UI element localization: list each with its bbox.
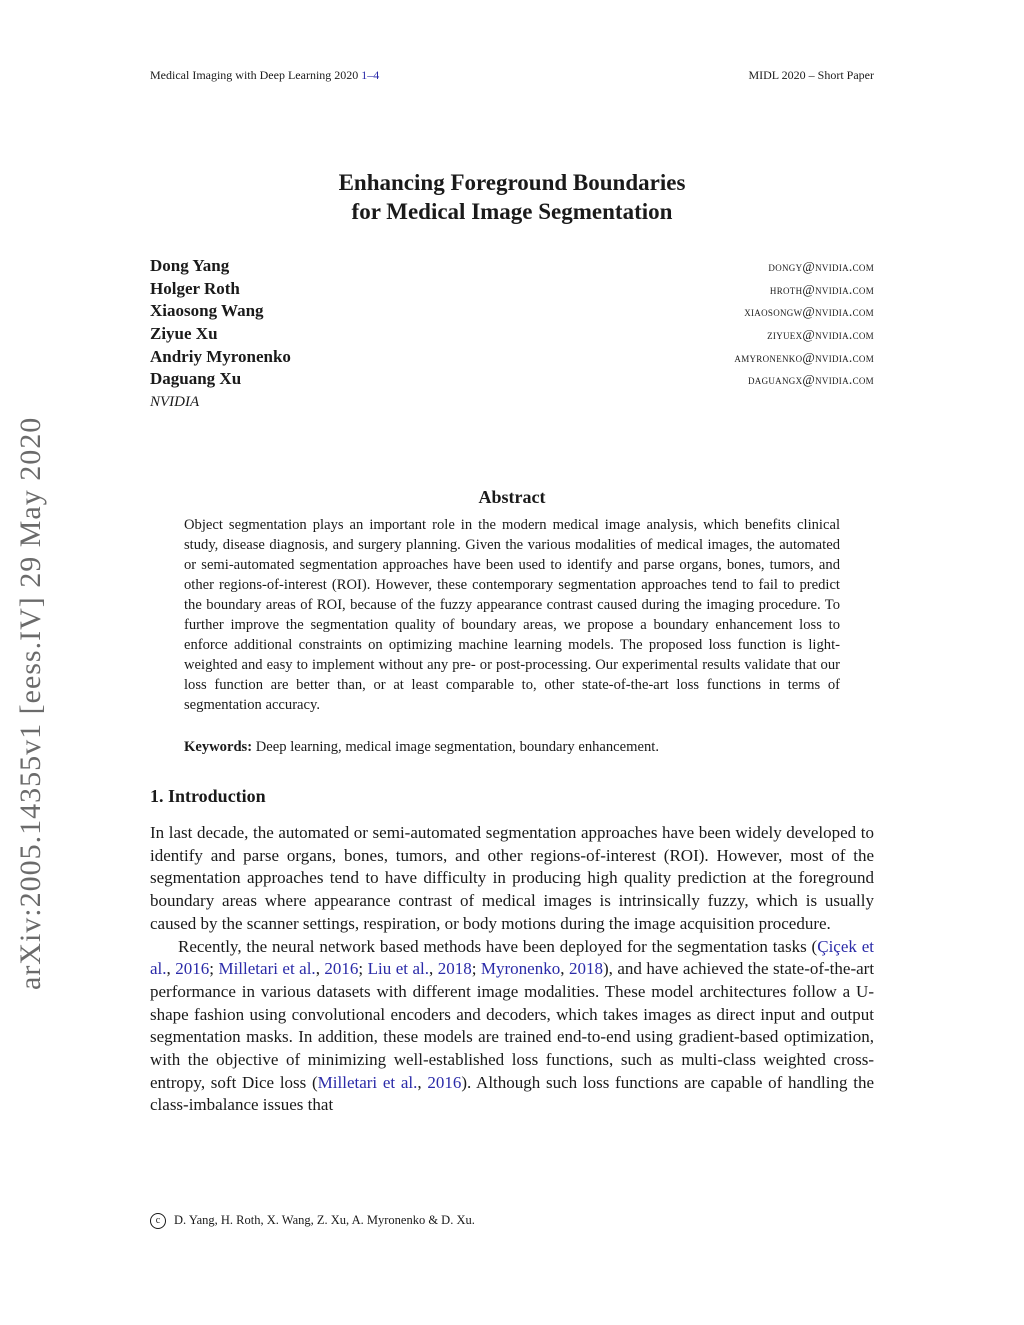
affiliation: NVIDIA: [150, 394, 200, 411]
keywords-text: Deep learning, medical image segmentation, boundary enhancement.: [255, 739, 659, 755]
copyright-icon: c: [150, 1213, 166, 1229]
citation-year-link[interactable]: 2016: [175, 959, 210, 979]
author-name: Xiaosong Wang: [150, 301, 264, 321]
abstract-text: Object segmentation plays an important role in the modern medical image analysis, which benefits clinical study, disease diagnosis, and surgery planning. Given the various modalities of medical images, the automated or semi-automated segmentation approaches have been used to identify and parse organs, bones, tumors, and other regions-of-interest (ROI). However, these contemporary segmentation approaches tend to fail to predict the boundary areas of ROI, because of the fuzzy appearance contrast caused during the imaging procedure. To further improve the segmentation quality of boundary areas, we propose a boundary enhancement loss to enforce additional constraints on optimizing machine learning models. The proposed loss function is light-weighted and easy to implement without any pre- or post-processing. Our experimental results validate that our loss function are better than, or at least comparable to, other state-of-the-art loss functions in terms of segmentation accuracy.: [184, 517, 840, 713]
author-row: [150, 347, 874, 370]
running-head: [150, 68, 874, 83]
author-row: [150, 324, 874, 347]
author-name: Andriy Myronenko: [150, 346, 291, 366]
running-head-right: MIDL 2020 – Short Paper: [748, 68, 874, 82]
citation-link[interactable]: Çiçek et al.: [150, 936, 875, 979]
author-email[interactable]: amyronenko@nvidia.com: [734, 349, 874, 365]
author-row: [150, 279, 874, 302]
author-email[interactable]: xiaosongw@nvidia.com: [744, 304, 874, 320]
author-email[interactable]: hroth@nvidia.com: [769, 281, 874, 297]
arxiv-identifier: arXiv:2005.14355v1 [eess.IV] 29 May 2020: [14, 416, 47, 990]
author-row: [150, 369, 874, 392]
section-body: [150, 822, 874, 1117]
author-block: [150, 256, 874, 411]
author-name: Daguang Xu: [150, 369, 242, 389]
section-heading: 1. Introduction: [150, 786, 266, 806]
author-email[interactable]: ziyuex@nvidia.com: [767, 327, 874, 343]
citation-link[interactable]: Myronenko: [480, 959, 561, 979]
abstract-heading: Abstract: [478, 487, 546, 507]
paragraph-1: In last decade, the automated or semi-automated segmentation approaches have been widely developed to identify and parse organs, bones, tumors, and other regions-of-interest (ROI). However, most of the segmentation approaches tend to have difficulty in producing high quality prediction at the foreground boundary areas where appearance contrast of medical images is intrinsically fuzzy, which is usually caused by the scanner settings, respiration, or body motions during the image acquisition procedure.: [150, 823, 874, 933]
citation-link[interactable]: Milletari et al.: [218, 959, 316, 979]
keywords-label: Keywords:: [184, 739, 253, 755]
citation-link[interactable]: Liu et al.: [367, 959, 429, 979]
page-range-link[interactable]: 1–4: [361, 68, 380, 82]
author-email[interactable]: daguangx@nvidia.com: [747, 372, 874, 388]
citation-year-link[interactable]: 2016: [324, 959, 359, 979]
author-name: Dong Yang: [150, 256, 230, 275]
author-email[interactable]: dongy@nvidia.com: [768, 259, 874, 274]
copyright-text: D. Yang, H. Roth, X. Wang, Z. Xu, A. Myronenko & D. Xu.: [174, 1213, 475, 1227]
copyright-footer: [150, 1213, 475, 1229]
citation-year-link[interactable]: 2018: [437, 959, 472, 979]
citation-year-link[interactable]: 2016: [427, 1072, 462, 1092]
citation-year-link[interactable]: 2018: [568, 959, 603, 979]
paragraph-2: Recently, the neural network based methods have been deployed for the segmentation tasks (Çiçek et al., 2016; Milletari et al., 2016; Liu et al., 2018; Myronenko, 2018), and have achieved the state-of-the-art performance in various datasets with different image modalities. These model architectures follow a U-shape fashion using convolutional encoders and decoders, which takes images as direct input and output segmentation masks. In addition, these models are trained end-to-end using gradient-based optimization, with the objective of minimizing well-established loss functions, such as multi-class weighted cross-entropy, soft Dice loss (Milletari et al., 2016). Although such loss functions are capable of handling the class-imbalance issues that: [150, 936, 875, 1115]
title-line-1: Enhancing Foreground Boundaries: [338, 170, 686, 195]
running-head-left: Medical Imaging with Deep Learning 2020 1–4: [150, 68, 380, 82]
keywords: [184, 737, 840, 757]
author-name: Ziyue Xu: [150, 324, 218, 344]
author-name: Holger Roth: [150, 278, 240, 298]
paper-title: [150, 168, 874, 226]
citation-link[interactable]: Milletari et al.: [317, 1072, 418, 1092]
author-row: [150, 256, 874, 279]
title-line-2: for Medical Image Segmentation: [351, 199, 673, 224]
author-row: [150, 301, 874, 324]
